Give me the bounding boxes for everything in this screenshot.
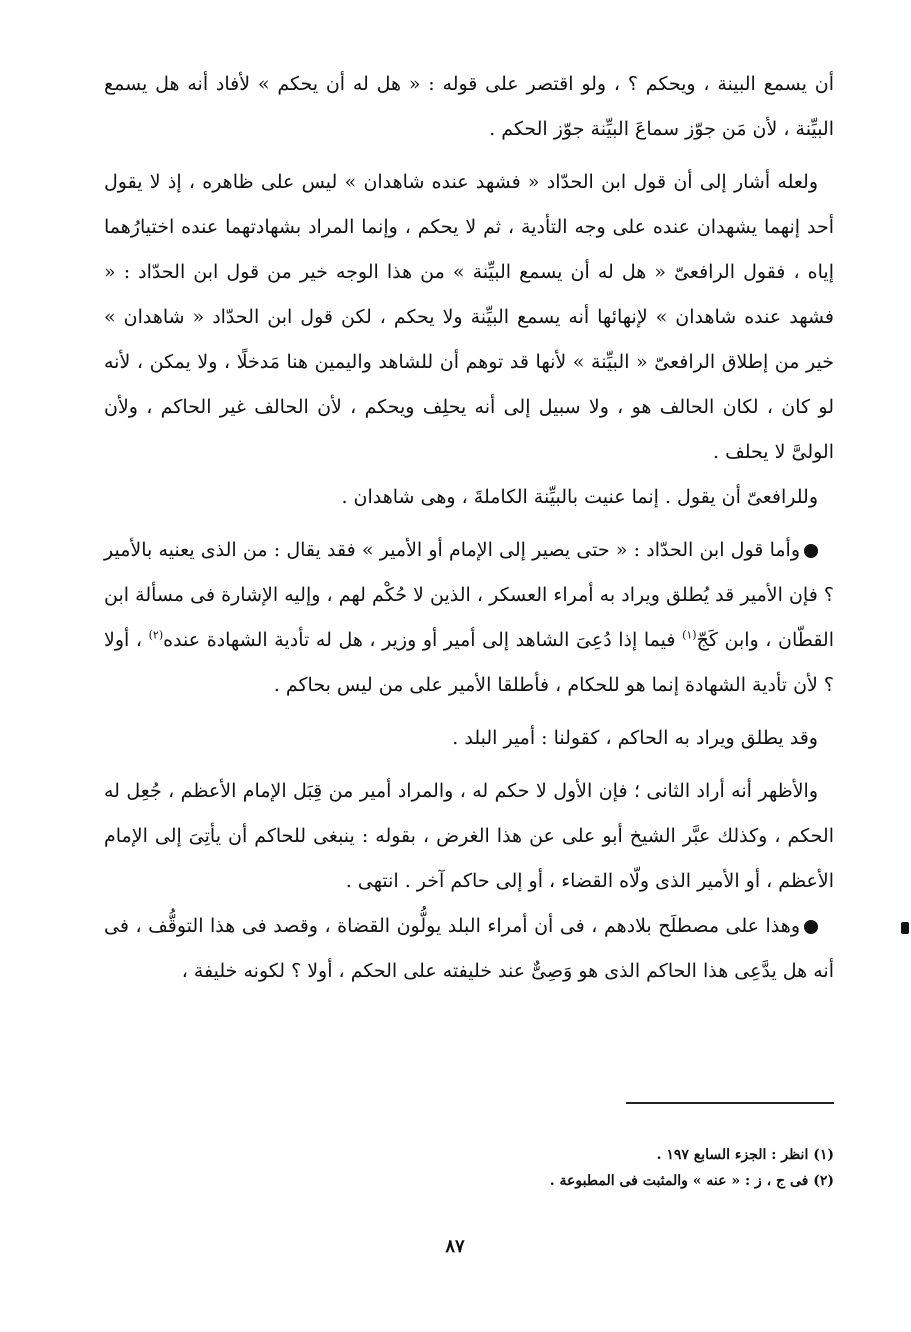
paragraph-1: أن يسمع البينة ، ويحكم ؟ ، ولو اقتصر على قوله : « هل له أن يحكم » لأفاد أنه هل يسمع البيِّنة ، لأن مَن جوّز سماعَ البيِّنة جوّز الحكم .: [104, 73, 834, 140]
bullet-icon: [804, 920, 818, 934]
paragraph-7: [104, 904, 834, 994]
bullet-icon: [804, 544, 818, 558]
paragraph-3: وللرافعىّ أن يقول . إنما عنيت بالبيِّنة الكاملةَ ، وهى شاهدان .: [341, 486, 818, 508]
footnotes: [104, 1142, 834, 1194]
paragraph-6: والأظهر أنه أراد الثانى ؛ فإن الأول لا حكم له ، والمراد أمير من قِبَل الإمام الأعظم ، جُعِل له الحكم ، وكذلك عبَّر الشيخ أبو على عن هذا الغرض ، بقوله : ينبغى للحاكم أن يأتِىَ إلى الإمام الأعظم ، أو الأمير الذى ولّاه القضاء ، أو إلى حاكم آخر . انتهى .: [104, 780, 834, 892]
footnote-separator: [626, 1102, 834, 1104]
paragraph-7-text: وهذا على مصطلَح بلادهم ، فى أن أمراء البلد يولُّون القضاة ، وقصد فى هذا التوقُّف ، فى أنه هل يدَّعِى هذا الحاكم الذى هو وَصِىٌّ عند خليفته على الحكم ، أولا ؟ لكونه خليفة ،: [104, 915, 834, 982]
paragraph-4: [104, 528, 834, 708]
margin-mark: [901, 922, 909, 934]
footnote-1: (١) انظر : الجزء السابع ١٩٧ .: [656, 1147, 834, 1163]
paragraph-5: وقد يطلق ويراد به الحاكم ، كقولنا : أمير البلد .: [452, 727, 818, 749]
paragraph-4-part-2: فيما إذا دُعِىَ الشاهد إلى أمير أو وزير ، هل له تأدية الشهادة عنده: [163, 629, 683, 651]
page-number: ٨٧: [445, 1236, 465, 1257]
paragraph-2: ولعله أشار إلى أن قول ابن الحدّاد « فشهد عنده شاهدان » ليس على ظاهره ، إذ لا يقول أحد إنهما يشهدان عنده على وجه التأدية ، ثم لا يحكم ، وإنما المراد بشهادتهما عنده اختيارُهما إياه ، فقول الرافعىّ « هل له أن يسمع البيِّنة » من هذا الوجه خير من قول ابن الحدّاد : « فشهد عنده شاهدان » لإنهائها أنه يسمع البيِّنة ولا يحكم ، لكن قول ابن الحدّاد « شاهدان » خير من إطلاق الرافعىّ « البيِّنة » لأنها قد توهم أن للشاهد واليمين هنا مَدخلًا ، ولا يمكن ، لأنه لو كان ، لكان الحالف هو ، ولا سبيل إلى أنه يحلِف ويحكم ، لأن الحالف غير الحاكم ، ولأن الولىَّ لا يحلف .: [104, 171, 834, 463]
main-text: [104, 62, 834, 994]
footnote-ref-2: (٢): [148, 628, 164, 642]
paragraph-4-part-1: وأما قول ابن الحدّاد : « حتى يصير إلى الإمام أو الأمير » فقد يقال : من الذى يعنيه بالأمير ؟ فإن الأمير قد يُطلق ويراد به أمراء العسكر ، الذين لا حُكْم لهم ، وإليه الإشارة فى مسألة ابن القطّان ، وابن كَجّ: [104, 539, 834, 651]
paragraph-4-part-3: ، أولا ؟ لأن تأدية الشهادة إنما هو للحكام ، فأطلقا الأمير على من ليس بحاكم .: [104, 629, 834, 696]
footnote-ref-1: (١): [682, 628, 697, 642]
footnote-2: (٢) فى ج ، ز : « عنه » والمثبت فى المطبوعة .: [549, 1173, 834, 1189]
